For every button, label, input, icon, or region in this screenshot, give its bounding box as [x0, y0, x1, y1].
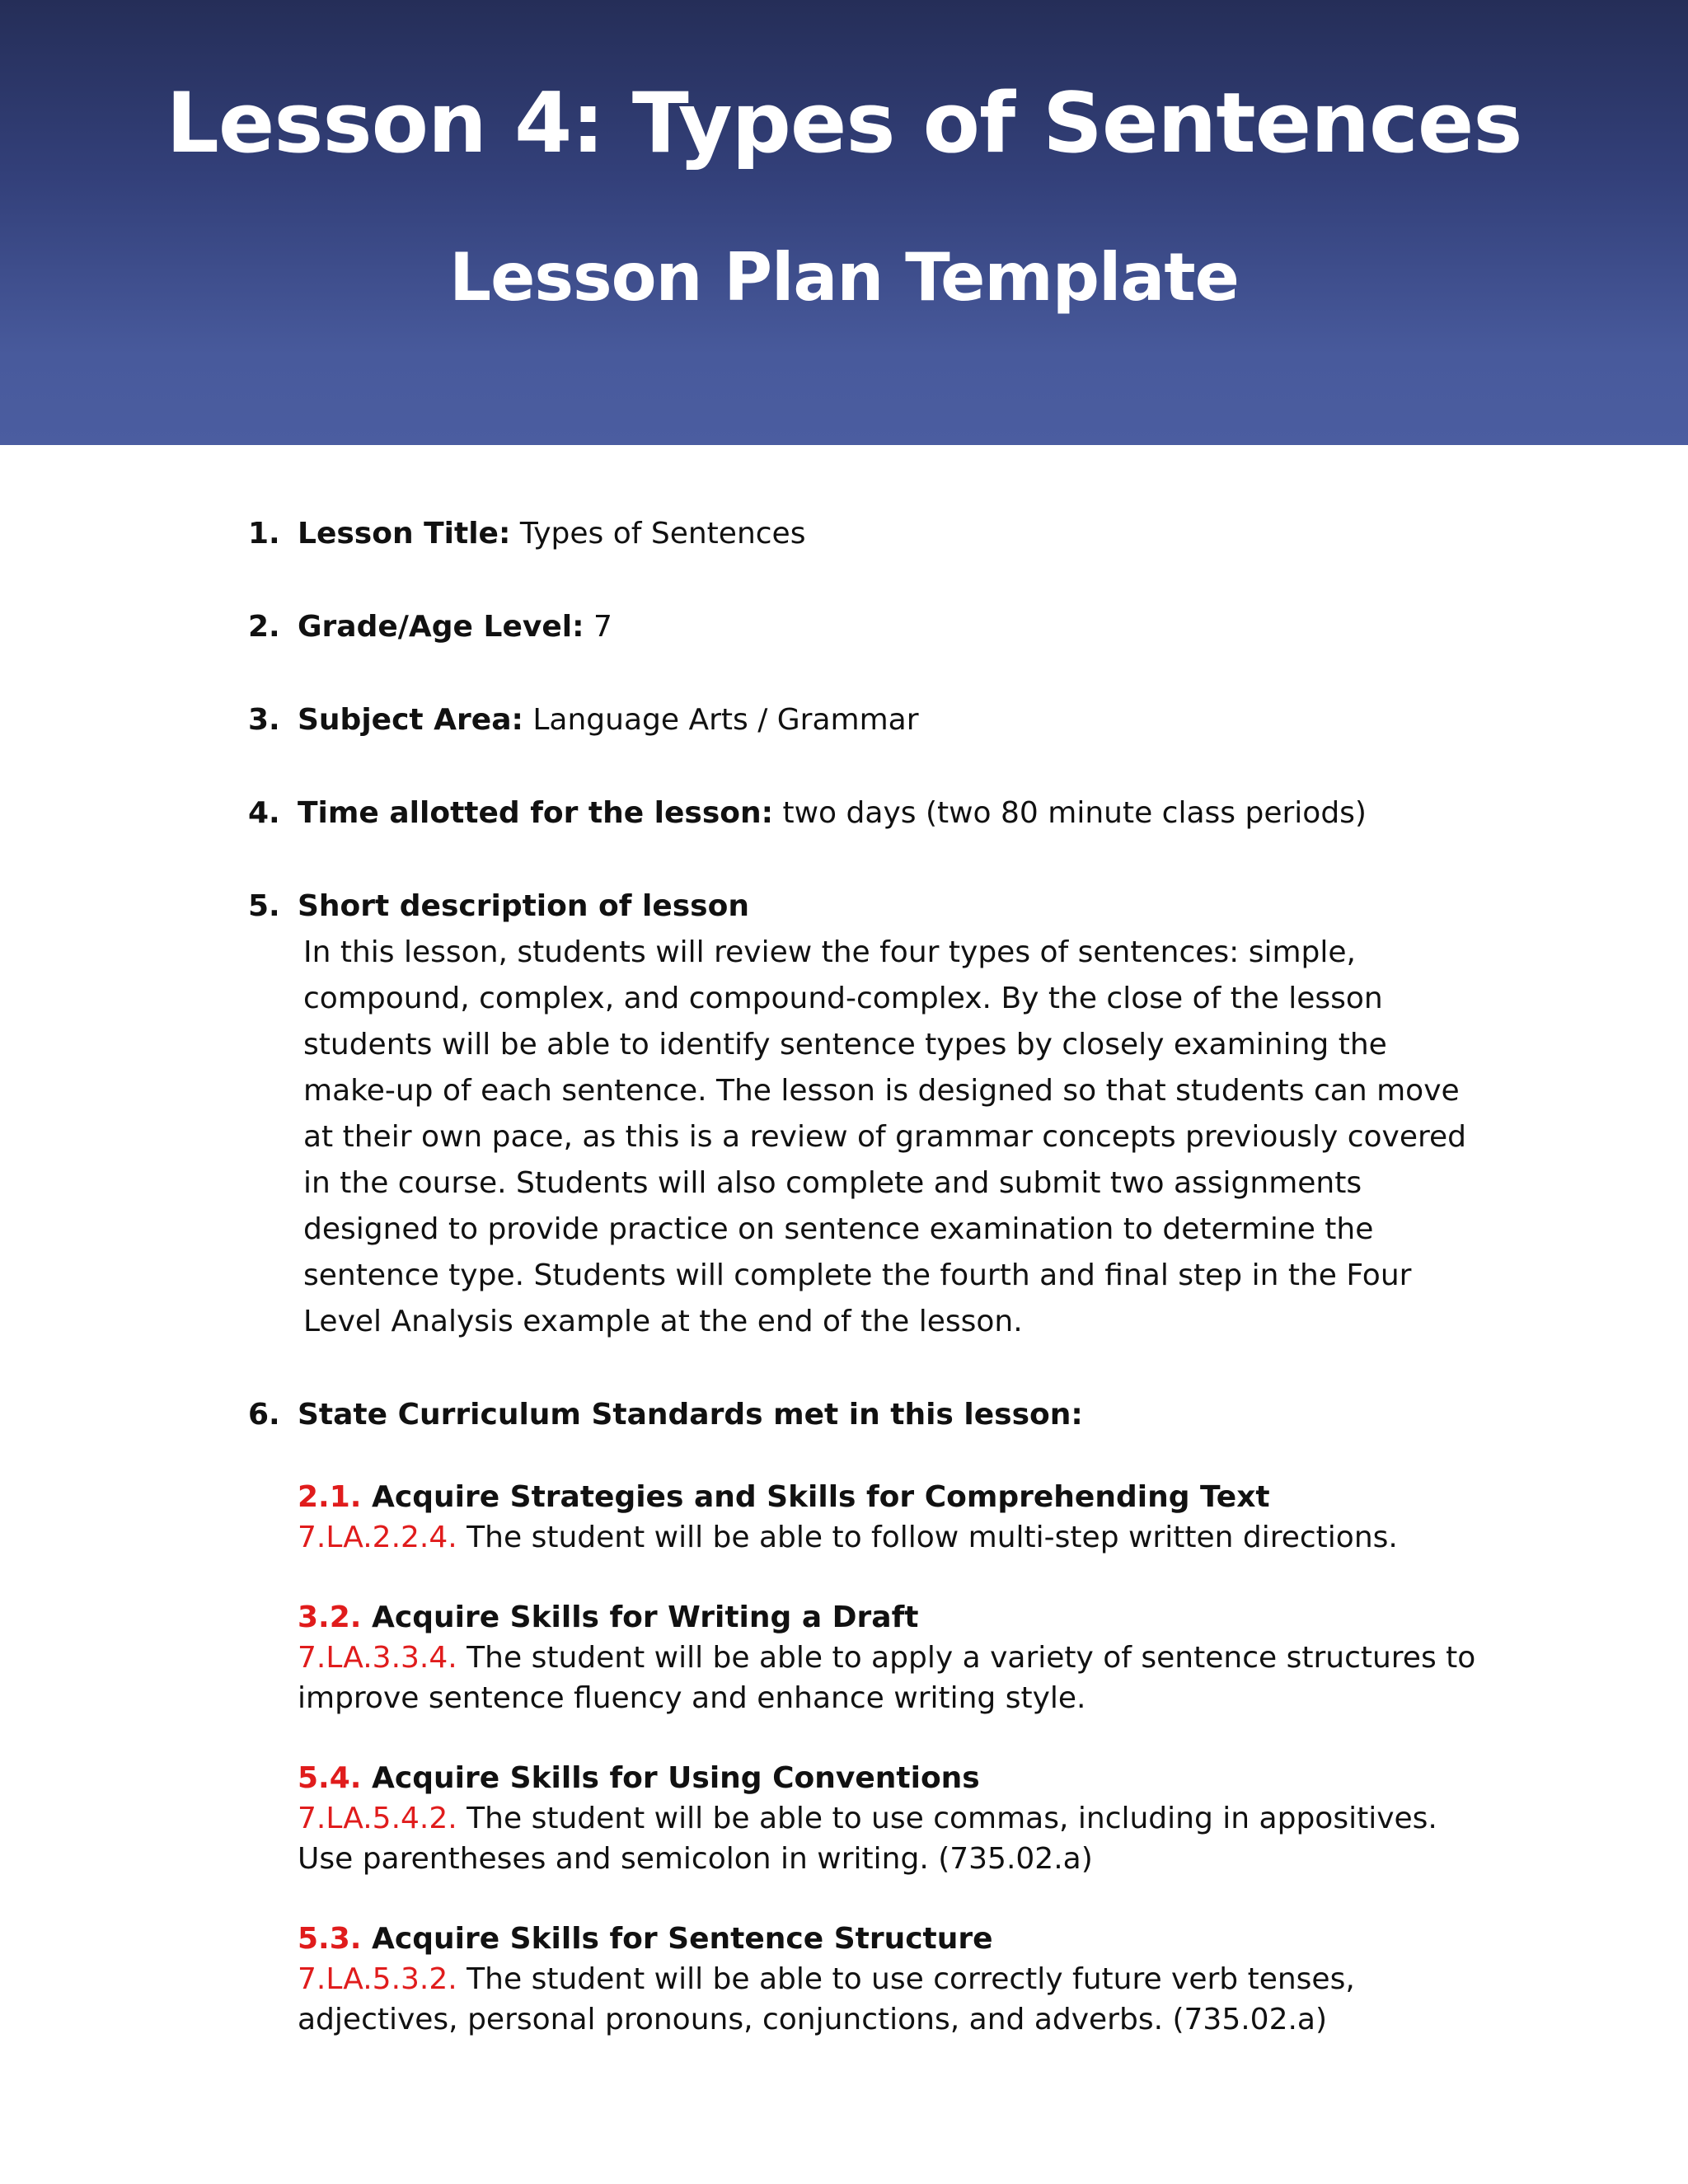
- item-number: 2.: [248, 610, 280, 644]
- item-label: Subject Area:: [298, 703, 523, 737]
- standard-entry: [298, 1477, 1484, 1558]
- document-title: Lesson 4: Types of Sentences: [166, 74, 1522, 171]
- item-label: Grade/Age Level:: [298, 610, 584, 644]
- standard-heading: [298, 1597, 1484, 1638]
- standard-code: 5.3.: [298, 1922, 362, 1956]
- item-value: 7: [593, 610, 612, 644]
- grade-level-item: [248, 604, 1484, 650]
- item-label: Short description of lesson: [298, 889, 749, 923]
- standard-title: Acquire Skills for Using Conventions: [372, 1761, 980, 1795]
- standard-sub-code: 7.LA.3.3.4.: [298, 1641, 457, 1675]
- subject-area-item: [248, 697, 1484, 743]
- standard-text: The student will be able to follow multi-step written directions.: [467, 1521, 1398, 1554]
- header-banner: [0, 0, 1688, 445]
- description-text: In this lesson, students will review the four types of sentences: simple, compound, complex, and compound-complex. By the close of the lesson students will be able to identify sentence types by closely examining the make-up of each sentence. The lesson is designed so that students can move at their own pace, as this is a review of grammar concepts previously covered in the course. Students will also complete and submit two assignments designed to provide practice on sentence examination to determine the sentence type. Students will complete the fourth and final step in the Four Level Analysis example at the end of the lesson.: [303, 935, 1466, 1338]
- standard-text: The student will be able to apply a variety of sentence structures to improve sentence fluency and enhance writing style.: [298, 1641, 1476, 1715]
- standard-title: Acquire Skills for Sentence Structure: [372, 1922, 993, 1956]
- document-subtitle: Lesson Plan Template: [449, 239, 1239, 316]
- standards-list: [298, 1477, 1484, 2040]
- standard-detail: [298, 1638, 1484, 1718]
- item-value: Language Arts / Grammar: [532, 703, 919, 737]
- item-label: Time allotted for the lesson:: [298, 796, 774, 830]
- standard-entry: [298, 1597, 1484, 1718]
- standard-sub-code: 7.LA.5.4.2.: [298, 1802, 457, 1835]
- standard-entry: [298, 1919, 1484, 2040]
- standard-heading: [298, 1477, 1484, 1517]
- short-description-item: [248, 883, 1484, 1345]
- item-number: 4.: [248, 796, 280, 830]
- standard-code: 5.4.: [298, 1761, 362, 1795]
- item-label: Lesson Title:: [298, 517, 511, 551]
- standard-heading: [298, 1919, 1484, 1959]
- item-number: 5.: [248, 889, 280, 923]
- standard-text: The student will be able to use correctly future verb tenses, adjectives, personal pronouns, conjunctions, and adverbs. (735.02.a): [298, 1962, 1355, 2036]
- lesson-title-item: [248, 511, 1484, 557]
- standard-detail: [298, 1798, 1484, 1879]
- standard-sub-code: 7.LA.5.3.2.: [298, 1962, 457, 1996]
- standard-detail: [298, 1517, 1484, 1558]
- standard-heading: [298, 1758, 1484, 1798]
- standard-sub-code: 7.LA.2.2.4.: [298, 1521, 457, 1554]
- item-number: 6.: [248, 1398, 280, 1432]
- standard-code: 2.1.: [298, 1480, 362, 1514]
- time-allotted-item: [248, 790, 1484, 837]
- standard-detail: [298, 1959, 1484, 2040]
- item-number: 1.: [248, 517, 280, 551]
- item-label: State Curriculum Standards met in this lesson:: [298, 1398, 1083, 1432]
- standard-code: 3.2.: [298, 1601, 362, 1634]
- item-value: two days (two 80 minute class periods): [782, 796, 1367, 830]
- standard-entry: [298, 1758, 1484, 1879]
- lesson-content: [248, 511, 1484, 2087]
- standards-item: [248, 1392, 1484, 2040]
- item-number: 3.: [248, 703, 280, 737]
- standard-title: Acquire Strategies and Skills for Comprehending Text: [372, 1480, 1270, 1514]
- item-value: Types of Sentences: [519, 517, 806, 551]
- standard-text: The student will be able to use commas, including in appositives. Use parentheses and semicolon in writing. (735.02.a): [298, 1802, 1437, 1876]
- standard-title: Acquire Skills for Writing a Draft: [372, 1601, 919, 1634]
